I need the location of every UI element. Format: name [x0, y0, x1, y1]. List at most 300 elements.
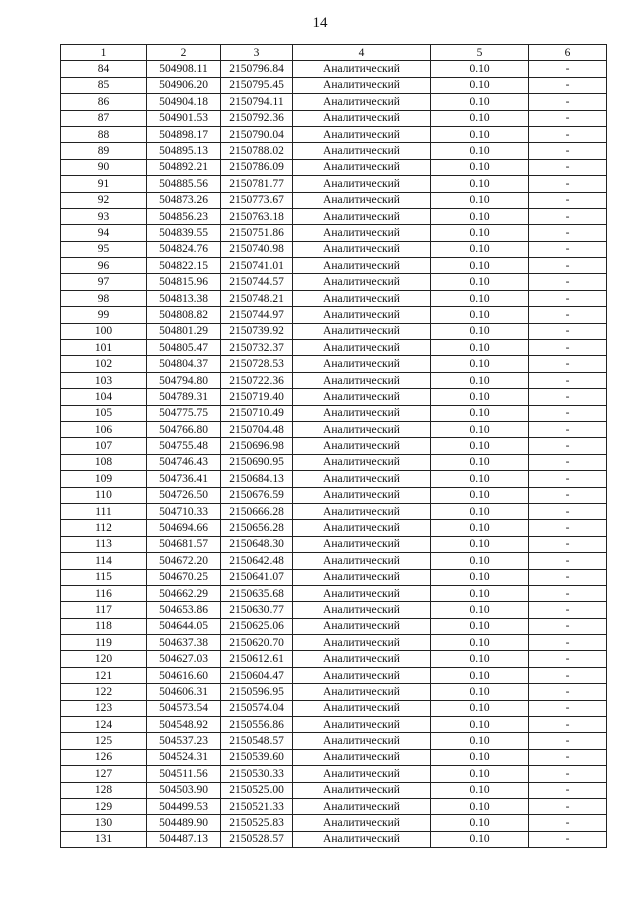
point-number-cell: 103 — [61, 372, 147, 388]
accuracy-cell: 0.10 — [431, 602, 529, 618]
method-cell: Аналитический — [293, 61, 431, 77]
y-coordinate-cell: 2150596.95 — [221, 684, 293, 700]
method-cell: Аналитический — [293, 602, 431, 618]
x-coordinate-cell: 504644.05 — [147, 618, 221, 634]
table-row — [61, 389, 607, 405]
y-coordinate-cell: 2150744.97 — [221, 307, 293, 323]
point-number-cell: 91 — [61, 176, 147, 192]
table-header-row — [61, 45, 607, 61]
accuracy-cell: 0.10 — [431, 569, 529, 585]
x-coordinate-cell: 504813.38 — [147, 290, 221, 306]
point-number-cell: 106 — [61, 421, 147, 437]
y-coordinate-cell: 2150786.09 — [221, 159, 293, 175]
y-coordinate-cell: 2150763.18 — [221, 208, 293, 224]
y-coordinate-cell: 2150548.57 — [221, 733, 293, 749]
table-row — [61, 487, 607, 503]
method-cell: Аналитический — [293, 553, 431, 569]
x-coordinate-cell: 504839.55 — [147, 225, 221, 241]
column-header: 4 — [293, 45, 431, 61]
y-coordinate-cell: 2150744.57 — [221, 274, 293, 290]
method-cell: Аналитический — [293, 651, 431, 667]
method-cell: Аналитический — [293, 585, 431, 601]
accuracy-cell: 0.10 — [431, 421, 529, 437]
table-row — [61, 503, 607, 519]
method-cell: Аналитический — [293, 208, 431, 224]
note-cell: - — [529, 323, 607, 339]
x-coordinate-cell: 504804.37 — [147, 356, 221, 372]
x-coordinate-cell: 504487.13 — [147, 831, 221, 847]
note-cell: - — [529, 94, 607, 110]
accuracy-cell: 0.10 — [431, 618, 529, 634]
table-row — [61, 192, 607, 208]
note-cell: - — [529, 733, 607, 749]
note-cell: - — [529, 258, 607, 274]
method-cell: Аналитический — [293, 372, 431, 388]
x-coordinate-cell: 504627.03 — [147, 651, 221, 667]
accuracy-cell: 0.10 — [431, 684, 529, 700]
table-row — [61, 798, 607, 814]
table-row — [61, 536, 607, 552]
x-coordinate-cell: 504898.17 — [147, 126, 221, 142]
accuracy-cell: 0.10 — [431, 110, 529, 126]
x-coordinate-cell: 504573.54 — [147, 700, 221, 716]
x-coordinate-cell: 504775.75 — [147, 405, 221, 421]
accuracy-cell: 0.10 — [431, 340, 529, 356]
method-cell: Аналитический — [293, 520, 431, 536]
note-cell: - — [529, 717, 607, 733]
accuracy-cell: 0.10 — [431, 61, 529, 77]
point-number-cell: 85 — [61, 77, 147, 93]
table-row — [61, 667, 607, 683]
note-cell: - — [529, 225, 607, 241]
accuracy-cell: 0.10 — [431, 766, 529, 782]
method-cell: Аналитический — [293, 307, 431, 323]
accuracy-cell: 0.10 — [431, 77, 529, 93]
note-cell: - — [529, 192, 607, 208]
x-coordinate-cell: 504548.92 — [147, 717, 221, 733]
table-row — [61, 520, 607, 536]
page-number: 14 — [312, 15, 328, 31]
accuracy-cell: 0.10 — [431, 471, 529, 487]
accuracy-cell: 0.10 — [431, 536, 529, 552]
note-cell: - — [529, 421, 607, 437]
point-number-cell: 101 — [61, 340, 147, 356]
table-row — [61, 684, 607, 700]
accuracy-cell: 0.10 — [431, 143, 529, 159]
x-coordinate-cell: 504606.31 — [147, 684, 221, 700]
point-number-cell: 92 — [61, 192, 147, 208]
point-number-cell: 121 — [61, 667, 147, 683]
note-cell: - — [529, 176, 607, 192]
accuracy-cell: 0.10 — [431, 782, 529, 798]
column-header: 1 — [61, 45, 147, 61]
note-cell: - — [529, 684, 607, 700]
x-coordinate-cell: 504710.33 — [147, 503, 221, 519]
y-coordinate-cell: 2150521.33 — [221, 798, 293, 814]
method-cell: Аналитический — [293, 176, 431, 192]
method-cell: Аналитический — [293, 798, 431, 814]
method-cell: Аналитический — [293, 700, 431, 716]
y-coordinate-cell: 2150656.28 — [221, 520, 293, 536]
method-cell: Аналитический — [293, 487, 431, 503]
note-cell: - — [529, 635, 607, 651]
table-row — [61, 831, 607, 847]
table-row — [61, 258, 607, 274]
y-coordinate-cell: 2150574.04 — [221, 700, 293, 716]
column-header: 6 — [529, 45, 607, 61]
x-coordinate-cell: 504694.66 — [147, 520, 221, 536]
point-number-cell: 116 — [61, 585, 147, 601]
y-coordinate-cell: 2150530.33 — [221, 766, 293, 782]
y-coordinate-cell: 2150625.06 — [221, 618, 293, 634]
method-cell: Аналитический — [293, 749, 431, 765]
point-number-cell: 114 — [61, 553, 147, 569]
x-coordinate-cell: 504808.82 — [147, 307, 221, 323]
table-row — [61, 569, 607, 585]
table-row — [61, 307, 607, 323]
accuracy-cell: 0.10 — [431, 503, 529, 519]
note-cell: - — [529, 356, 607, 372]
note-cell: - — [529, 487, 607, 503]
table-row — [61, 61, 607, 77]
method-cell: Аналитический — [293, 126, 431, 142]
point-number-cell: 96 — [61, 258, 147, 274]
x-coordinate-cell: 504736.41 — [147, 471, 221, 487]
accuracy-cell: 0.10 — [431, 667, 529, 683]
method-cell: Аналитический — [293, 503, 431, 519]
method-cell: Аналитический — [293, 815, 431, 831]
table-row — [61, 372, 607, 388]
method-cell: Аналитический — [293, 569, 431, 585]
note-cell: - — [529, 503, 607, 519]
method-cell: Аналитический — [293, 225, 431, 241]
method-cell: Аналитический — [293, 782, 431, 798]
table-row — [61, 94, 607, 110]
accuracy-cell: 0.10 — [431, 831, 529, 847]
point-number-cell: 94 — [61, 225, 147, 241]
note-cell: - — [529, 700, 607, 716]
note-cell: - — [529, 340, 607, 356]
note-cell: - — [529, 241, 607, 257]
table-row — [61, 159, 607, 175]
accuracy-cell: 0.10 — [431, 192, 529, 208]
x-coordinate-cell: 504616.60 — [147, 667, 221, 683]
x-coordinate-cell: 504499.53 — [147, 798, 221, 814]
accuracy-cell: 0.10 — [431, 290, 529, 306]
method-cell: Аналитический — [293, 635, 431, 651]
note-cell: - — [529, 815, 607, 831]
y-coordinate-cell: 2150792.36 — [221, 110, 293, 126]
y-coordinate-cell: 2150732.37 — [221, 340, 293, 356]
accuracy-cell: 0.10 — [431, 208, 529, 224]
y-coordinate-cell: 2150795.45 — [221, 77, 293, 93]
point-number-cell: 120 — [61, 651, 147, 667]
table-row — [61, 208, 607, 224]
note-cell: - — [529, 61, 607, 77]
point-number-cell: 128 — [61, 782, 147, 798]
note-cell: - — [529, 798, 607, 814]
table-row — [61, 733, 607, 749]
accuracy-cell: 0.10 — [431, 176, 529, 192]
note-cell: - — [529, 389, 607, 405]
accuracy-cell: 0.10 — [431, 815, 529, 831]
table-row — [61, 225, 607, 241]
note-cell: - — [529, 143, 607, 159]
y-coordinate-cell: 2150790.04 — [221, 126, 293, 142]
note-cell: - — [529, 536, 607, 552]
point-number-cell: 125 — [61, 733, 147, 749]
table-row — [61, 110, 607, 126]
note-cell: - — [529, 110, 607, 126]
y-coordinate-cell: 2150704.48 — [221, 421, 293, 437]
y-coordinate-cell: 2150642.48 — [221, 553, 293, 569]
table-row — [61, 454, 607, 470]
note-cell: - — [529, 438, 607, 454]
table-row — [61, 77, 607, 93]
table-row — [61, 356, 607, 372]
method-cell: Аналитический — [293, 274, 431, 290]
table-row — [61, 143, 607, 159]
column-header: 3 — [221, 45, 293, 61]
x-coordinate-cell: 504726.50 — [147, 487, 221, 503]
point-number-cell: 119 — [61, 635, 147, 651]
point-number-cell: 126 — [61, 749, 147, 765]
y-coordinate-cell: 2150722.36 — [221, 372, 293, 388]
x-coordinate-cell: 504908.11 — [147, 61, 221, 77]
x-coordinate-cell: 504789.31 — [147, 389, 221, 405]
table-row — [61, 274, 607, 290]
table-row — [61, 323, 607, 339]
point-number-cell: 117 — [61, 602, 147, 618]
x-coordinate-cell: 504906.20 — [147, 77, 221, 93]
table-row — [61, 815, 607, 831]
point-number-cell: 90 — [61, 159, 147, 175]
note-cell: - — [529, 667, 607, 683]
table-body — [61, 61, 607, 848]
point-number-cell: 127 — [61, 766, 147, 782]
accuracy-cell: 0.10 — [431, 487, 529, 503]
table-row — [61, 782, 607, 798]
method-cell: Аналитический — [293, 405, 431, 421]
point-number-cell: 98 — [61, 290, 147, 306]
point-number-cell: 131 — [61, 831, 147, 847]
method-cell: Аналитический — [293, 684, 431, 700]
note-cell: - — [529, 749, 607, 765]
accuracy-cell: 0.10 — [431, 274, 529, 290]
table-row — [61, 340, 607, 356]
y-coordinate-cell: 2150612.61 — [221, 651, 293, 667]
x-coordinate-cell: 504670.25 — [147, 569, 221, 585]
point-number-cell: 122 — [61, 684, 147, 700]
point-number-cell: 105 — [61, 405, 147, 421]
y-coordinate-cell: 2150788.02 — [221, 143, 293, 159]
note-cell: - — [529, 471, 607, 487]
accuracy-cell: 0.10 — [431, 323, 529, 339]
point-number-cell: 86 — [61, 94, 147, 110]
table-row — [61, 405, 607, 421]
method-cell: Аналитический — [293, 389, 431, 405]
y-coordinate-cell: 2150556.86 — [221, 717, 293, 733]
x-coordinate-cell: 504892.21 — [147, 159, 221, 175]
accuracy-cell: 0.10 — [431, 635, 529, 651]
y-coordinate-cell: 2150641.07 — [221, 569, 293, 585]
table-row — [61, 635, 607, 651]
point-number-cell: 87 — [61, 110, 147, 126]
x-coordinate-cell: 504824.76 — [147, 241, 221, 257]
y-coordinate-cell: 2150528.57 — [221, 831, 293, 847]
table-row — [61, 585, 607, 601]
x-coordinate-cell: 504895.13 — [147, 143, 221, 159]
method-cell: Аналитический — [293, 717, 431, 733]
point-number-cell: 104 — [61, 389, 147, 405]
y-coordinate-cell: 2150696.98 — [221, 438, 293, 454]
method-cell: Аналитический — [293, 340, 431, 356]
point-number-cell: 99 — [61, 307, 147, 323]
accuracy-cell: 0.10 — [431, 159, 529, 175]
table-row — [61, 618, 607, 634]
table-row — [61, 602, 607, 618]
note-cell: - — [529, 766, 607, 782]
y-coordinate-cell: 2150781.77 — [221, 176, 293, 192]
method-cell: Аналитический — [293, 77, 431, 93]
y-coordinate-cell: 2150773.67 — [221, 192, 293, 208]
accuracy-cell: 0.10 — [431, 356, 529, 372]
accuracy-cell: 0.10 — [431, 372, 529, 388]
note-cell: - — [529, 553, 607, 569]
y-coordinate-cell: 2150630.77 — [221, 602, 293, 618]
x-coordinate-cell: 504904.18 — [147, 94, 221, 110]
point-number-cell: 113 — [61, 536, 147, 552]
x-coordinate-cell: 504524.31 — [147, 749, 221, 765]
note-cell: - — [529, 307, 607, 323]
y-coordinate-cell: 2150648.30 — [221, 536, 293, 552]
point-number-cell: 88 — [61, 126, 147, 142]
y-coordinate-cell: 2150604.47 — [221, 667, 293, 683]
y-coordinate-cell: 2150740.98 — [221, 241, 293, 257]
method-cell: Аналитический — [293, 831, 431, 847]
table-row — [61, 700, 607, 716]
note-cell: - — [529, 290, 607, 306]
point-number-cell: 110 — [61, 487, 147, 503]
note-cell: - — [529, 208, 607, 224]
accuracy-cell: 0.10 — [431, 520, 529, 536]
point-number-cell: 95 — [61, 241, 147, 257]
method-cell: Аналитический — [293, 733, 431, 749]
x-coordinate-cell: 504637.38 — [147, 635, 221, 651]
x-coordinate-cell: 504805.47 — [147, 340, 221, 356]
y-coordinate-cell: 2150684.13 — [221, 471, 293, 487]
note-cell: - — [529, 651, 607, 667]
y-coordinate-cell: 2150690.95 — [221, 454, 293, 470]
x-coordinate-cell: 504856.23 — [147, 208, 221, 224]
table-row — [61, 438, 607, 454]
accuracy-cell: 0.10 — [431, 651, 529, 667]
method-cell: Аналитический — [293, 241, 431, 257]
method-cell: Аналитический — [293, 421, 431, 437]
x-coordinate-cell: 504801.29 — [147, 323, 221, 339]
point-number-cell: 109 — [61, 471, 147, 487]
method-cell: Аналитический — [293, 94, 431, 110]
method-cell: Аналитический — [293, 159, 431, 175]
accuracy-cell: 0.10 — [431, 307, 529, 323]
accuracy-cell: 0.10 — [431, 225, 529, 241]
note-cell: - — [529, 831, 607, 847]
y-coordinate-cell: 2150635.68 — [221, 585, 293, 601]
x-coordinate-cell: 504794.80 — [147, 372, 221, 388]
table-row — [61, 290, 607, 306]
note-cell: - — [529, 372, 607, 388]
accuracy-cell: 0.10 — [431, 553, 529, 569]
point-number-cell: 111 — [61, 503, 147, 519]
table-row — [61, 241, 607, 257]
method-cell: Аналитический — [293, 618, 431, 634]
coordinates-table — [60, 44, 607, 848]
x-coordinate-cell: 504672.20 — [147, 553, 221, 569]
point-number-cell: 115 — [61, 569, 147, 585]
y-coordinate-cell: 2150739.92 — [221, 323, 293, 339]
accuracy-cell: 0.10 — [431, 389, 529, 405]
table-row — [61, 749, 607, 765]
method-cell: Аналитический — [293, 258, 431, 274]
x-coordinate-cell: 504873.26 — [147, 192, 221, 208]
method-cell: Аналитический — [293, 356, 431, 372]
accuracy-cell: 0.10 — [431, 585, 529, 601]
point-number-cell: 129 — [61, 798, 147, 814]
method-cell: Аналитический — [293, 536, 431, 552]
note-cell: - — [529, 782, 607, 798]
column-header: 5 — [431, 45, 529, 61]
table-row — [61, 126, 607, 142]
note-cell: - — [529, 405, 607, 421]
y-coordinate-cell: 2150796.84 — [221, 61, 293, 77]
note-cell: - — [529, 618, 607, 634]
y-coordinate-cell: 2150539.60 — [221, 749, 293, 765]
note-cell: - — [529, 520, 607, 536]
y-coordinate-cell: 2150666.28 — [221, 503, 293, 519]
point-number-cell: 124 — [61, 717, 147, 733]
x-coordinate-cell: 504653.86 — [147, 602, 221, 618]
point-number-cell: 93 — [61, 208, 147, 224]
accuracy-cell: 0.10 — [431, 733, 529, 749]
method-cell: Аналитический — [293, 290, 431, 306]
accuracy-cell: 0.10 — [431, 258, 529, 274]
accuracy-cell: 0.10 — [431, 438, 529, 454]
accuracy-cell: 0.10 — [431, 454, 529, 470]
point-number-cell: 123 — [61, 700, 147, 716]
x-coordinate-cell: 504511.56 — [147, 766, 221, 782]
y-coordinate-cell: 2150620.70 — [221, 635, 293, 651]
method-cell: Аналитический — [293, 438, 431, 454]
point-number-cell: 97 — [61, 274, 147, 290]
x-coordinate-cell: 504901.53 — [147, 110, 221, 126]
point-number-cell: 102 — [61, 356, 147, 372]
y-coordinate-cell: 2150748.21 — [221, 290, 293, 306]
column-header: 2 — [147, 45, 221, 61]
point-number-cell: 108 — [61, 454, 147, 470]
point-number-cell: 112 — [61, 520, 147, 536]
method-cell: Аналитический — [293, 143, 431, 159]
y-coordinate-cell: 2150728.53 — [221, 356, 293, 372]
x-coordinate-cell: 504885.56 — [147, 176, 221, 192]
note-cell: - — [529, 602, 607, 618]
accuracy-cell: 0.10 — [431, 798, 529, 814]
point-number-cell: 130 — [61, 815, 147, 831]
note-cell: - — [529, 569, 607, 585]
method-cell: Аналитический — [293, 192, 431, 208]
y-coordinate-cell: 2150676.59 — [221, 487, 293, 503]
method-cell: Аналитический — [293, 110, 431, 126]
accuracy-cell: 0.10 — [431, 405, 529, 421]
